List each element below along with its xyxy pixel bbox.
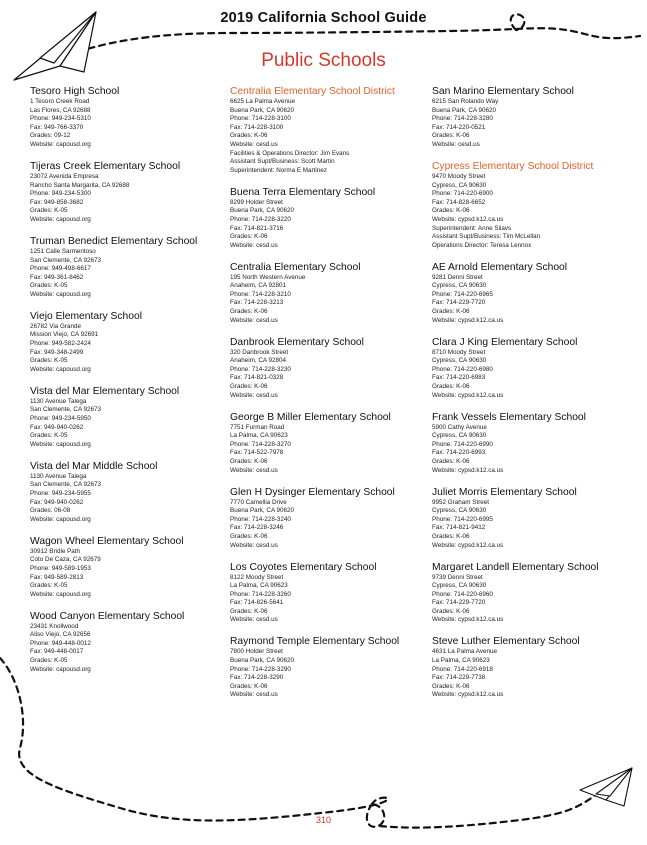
school-detail-line: 23431 Knollwood: [30, 622, 79, 630]
school-detail-line: 6625 La Palma Avenue: [230, 98, 296, 105]
school-entry: [30, 460, 230, 525]
school-detail-line: Website: cesd.us: [230, 541, 278, 549]
school-name: San Marino Elementary School: [432, 86, 574, 97]
school-detail-line: Superintendent: Norma E Martinez: [230, 166, 327, 174]
school-detail-line: Cypress, CA 90630: [432, 507, 487, 515]
column-3: [432, 85, 632, 710]
school-detail-line: La Palma, CA 90623: [432, 657, 490, 665]
school-name: Raymond Temple Elementary School: [230, 636, 400, 648]
school-detail-line: Fax: 949-858-3682: [30, 198, 84, 206]
school-name: AE Arnold Elementary School: [432, 261, 568, 273]
school-name: Tesoro High School: [30, 86, 120, 97]
school-detail-line: 5900 Cathy Avenue: [432, 423, 487, 431]
school-detail-line: Website: cesd.us: [432, 140, 480, 148]
school-detail-line: 1251 Calle Sarmentoso: [30, 247, 96, 255]
school-name: Viejo Elementary School: [30, 310, 142, 322]
school-detail-line: Cypress, CA 90630: [432, 282, 487, 290]
school-detail-line: Phone: 949-498-6617: [30, 265, 91, 273]
school-detail-line: Phone: 714-220-6965: [432, 290, 493, 298]
school-detail-line: Cypress, CA 90630: [432, 582, 487, 590]
school-name: Buena Terra Elementary School: [230, 186, 376, 198]
school-detail-line: Rancho Santa Margarita, CA 92688: [30, 181, 130, 189]
top-dashed-path: [78, 28, 640, 52]
school-entry: [30, 235, 230, 300]
school-entry: [30, 535, 230, 600]
school-detail-line: 4631 La Palma Avenue: [432, 648, 498, 656]
school-entry: [30, 85, 230, 150]
school-detail-line: San Clemente, CA 92673: [30, 406, 102, 414]
school-detail-line: Superintendent: Anne Silavs: [432, 224, 512, 232]
school-detail-line: Phone: 714-220-6995: [432, 515, 493, 523]
school-detail-line: Website: cypsd.k12.ca.us: [432, 215, 504, 223]
school-name: Centralia Elementary School: [230, 261, 361, 273]
district-name: Cypress Elementary School District: [432, 160, 594, 172]
school-detail-line: Phone: 714-228-3230: [230, 365, 291, 373]
school-detail-line: Grades: K-06: [230, 682, 268, 690]
school-detail-line: Grades: K-06: [230, 383, 268, 391]
school-name: Margaret Landell Elementary School: [432, 561, 599, 573]
school-detail-line: Buena Park, CA 90620: [230, 106, 295, 114]
school-entry: [230, 186, 430, 251]
school-detail-line: Fax: 714-229-7738: [432, 674, 486, 682]
school-detail-line: Website: capousd.org: [30, 440, 91, 448]
school-entry: [432, 561, 632, 626]
school-entry: [30, 610, 230, 675]
school-name: Wagon Wheel Elementary School: [30, 535, 184, 547]
school-detail-line: Phone: 714-228-3240: [230, 515, 291, 523]
school-detail-line: Las Flores, CA 92688: [30, 106, 91, 114]
school-detail-line: Fax: 714-220-6983: [432, 374, 486, 382]
school-detail-line: Grades: K-06: [230, 132, 268, 140]
school-detail-line: Cypress, CA 90630: [432, 181, 487, 189]
school-detail-line: Fax: 714-826-5641: [230, 599, 284, 607]
school-name: George B Miller Elementary School: [230, 411, 391, 423]
school-detail-line: 9470 Moody Street: [432, 172, 486, 180]
school-detail-line: 30912 Bridle Path: [30, 547, 81, 555]
school-detail-line: 195 North Western Avenue: [230, 273, 306, 281]
school-detail-line: 7800 Holder Street: [230, 648, 283, 656]
school-detail-line: Fax: 714-821-0328: [230, 374, 284, 382]
school-entry: [432, 85, 632, 150]
school-entry: [30, 385, 230, 450]
school-detail-line: Facilities & Operations Director: Jim Evans: [230, 149, 350, 157]
school-name: Tijeras Creek Elementary School: [30, 160, 181, 172]
school-detail-line: Grades: K-06: [432, 607, 470, 615]
school-detail-line: Phone: 714-228-3270: [230, 440, 291, 448]
school-detail-line: Website: cypsd.k12.ca.us: [432, 691, 504, 699]
school-detail-line: Phone: 714-220-6900: [432, 190, 493, 198]
column-2: [230, 85, 430, 710]
school-detail-line: Cypress, CA 90630: [432, 432, 487, 440]
school-detail-line: Fax: 714-821-3716: [230, 224, 284, 232]
school-detail-line: Grades: K-06: [432, 383, 470, 391]
school-detail-line: La Palma, CA 90623: [230, 432, 288, 440]
school-name: Danbrook Elementary School: [230, 336, 364, 348]
school-detail-line: Grades: K-06: [432, 207, 470, 215]
school-detail-line: Fax: 714-228-3100: [230, 123, 284, 131]
school-detail-line: Phone: 714-228-3260: [230, 590, 291, 598]
school-detail-line: Aliso Viejo, CA 92656: [30, 631, 91, 639]
district-entry: [432, 160, 632, 250]
school-name: Los Coyotes Elementary School: [230, 561, 377, 573]
school-detail-line: Phone: 714-220-6990: [432, 440, 493, 448]
school-name: Vista del Mar Elementary School: [30, 385, 180, 397]
school-detail-line: Fax: 714-229-7720: [432, 299, 486, 307]
school-detail-line: Website: cypsd.k12.ca.us: [432, 316, 504, 324]
school-detail-line: Phone: 714-228-3290: [230, 665, 291, 673]
school-detail-line: 7751 Furman Road: [230, 423, 285, 431]
school-detail-line: 9281 Denni Street: [432, 273, 483, 281]
school-detail-line: 1130 Avenue Talega: [30, 397, 87, 405]
school-detail-line: San Clemente, CA 92673: [30, 481, 102, 489]
school-detail-line: Website: capousd.org: [30, 140, 91, 148]
school-detail-line: 8710 Moody Street: [432, 348, 486, 356]
school-detail-line: Fax: 949-589-2813: [30, 573, 84, 581]
section-title: Public Schools: [261, 50, 386, 71]
school-detail-line: Phone: 949-234-5310: [30, 115, 91, 123]
school-detail-line: Phone: 949-589-1953: [30, 564, 91, 572]
school-detail-line: Phone: 714-228-3220: [230, 215, 291, 223]
school-detail-line: Website: cypsd.k12.ca.us: [432, 466, 504, 474]
school-detail-line: Anaheim, CA 92804: [230, 357, 287, 365]
school-entry: [230, 635, 430, 700]
school-detail-line: Grades: K-05: [30, 582, 68, 590]
school-detail-line: 9952 Graham Street: [432, 498, 490, 506]
school-detail-line: Fax: 714-220-0521: [432, 123, 486, 131]
school-detail-line: Fax: 949-348-2499: [30, 348, 84, 356]
school-entry: [230, 411, 430, 476]
school-entry: [432, 486, 632, 551]
school-detail-line: Website: cesd.us: [230, 241, 278, 249]
school-detail-line: Grades: K-06: [432, 457, 470, 465]
school-detail-line: 23072 Avenida Empresa: [30, 172, 99, 180]
page-number: 310: [315, 815, 332, 825]
school-detail-line: Phone: 949-234-5955: [30, 489, 91, 497]
school-detail-line: Phone: 714-228-3280: [432, 115, 493, 123]
school-detail-line: 1 Tesoro Creek Road: [30, 98, 90, 105]
school-detail-line: Fax: 714-220-6993: [432, 449, 486, 457]
school-detail-line: 7770 Camellia Drive: [230, 498, 287, 506]
school-detail-line: Grades: K-05: [30, 432, 68, 440]
school-detail-line: Fax: 714-229-7720: [432, 599, 486, 607]
school-detail-line: Buena Park, CA 90620: [230, 657, 295, 665]
school-entry: [230, 261, 430, 326]
school-detail-line: Fax: 714-522-7978: [230, 449, 284, 457]
school-detail-line: Phone: 714-220-6980: [432, 365, 493, 373]
school-entry: [230, 486, 430, 551]
school-name: Glen H Dysinger Elementary School: [230, 486, 395, 498]
school-detail-line: Grades: K-06: [230, 457, 268, 465]
school-detail-line: Fax: 714-228-3213: [230, 299, 284, 307]
school-detail-line: Website: capousd.org: [30, 365, 91, 373]
school-detail-line: Grades: K-06: [230, 233, 268, 241]
school-detail-line: 8122 Moody Street: [230, 573, 284, 581]
school-detail-line: Phone: 714-228-3100: [230, 115, 291, 123]
school-detail-line: Assistant Supt/Business: Tim McLellan: [432, 233, 541, 241]
school-detail-line: 1130 Avenue Talega: [30, 472, 87, 480]
school-detail-line: Website: cypsd.k12.ca.us: [432, 616, 504, 624]
school-detail-line: Grades: K-06: [230, 607, 268, 615]
guide-title: 2019 California School Guide: [220, 10, 427, 26]
school-detail-line: Phone: 714-228-3210: [230, 290, 291, 298]
school-detail-line: Grades: K-06: [230, 308, 268, 316]
school-detail-line: San Clemente, CA 92673: [30, 256, 102, 264]
district-name: Centralia Elementary School District: [230, 86, 395, 97]
school-name: Clara J King Elementary School: [432, 336, 578, 348]
school-detail-line: Phone: 714-220-6960: [432, 590, 493, 598]
school-detail-line: Phone: 949-234-5300: [30, 190, 91, 198]
school-detail-line: Grades: K-06: [432, 682, 470, 690]
school-detail-line: Cypress, CA 90630: [432, 357, 487, 365]
school-detail-line: Mission Viejo, CA 92691: [30, 331, 99, 339]
school-detail-line: Grades: K-05: [30, 282, 68, 290]
school-detail-line: Website: capousd.org: [30, 290, 91, 298]
school-entry: [432, 635, 632, 700]
school-detail-line: Phone: 714-220-6918: [432, 665, 493, 673]
school-detail-line: Operations Director: Teresa Lennox: [432, 241, 532, 249]
school-detail-line: Website: cypsd.k12.ca.us: [432, 541, 504, 549]
school-detail-line: Fax: 949-940-0262: [30, 423, 84, 431]
district-entry: [230, 85, 430, 175]
school-name: Steve Luther Elementary School: [432, 636, 580, 648]
school-entry: [30, 310, 230, 375]
school-detail-line: Assistant Supt/Business: Scott Martin: [230, 158, 335, 166]
school-detail-line: Grades: K-05: [30, 657, 68, 665]
school-detail-line: Fax: 714-228-3246: [230, 524, 284, 532]
school-detail-line: Website: cesd.us: [230, 391, 278, 399]
school-detail-line: Buena Park, CA 90620: [230, 507, 295, 515]
school-name: Truman Benedict Elementary School: [30, 235, 198, 247]
school-entry: [432, 411, 632, 476]
school-entry: [432, 261, 632, 326]
school-detail-line: Fax: 714-828-6652: [432, 198, 486, 206]
school-detail-line: Website: cesd.us: [230, 466, 278, 474]
school-detail-line: Website: cypsd.k12.ca.us: [432, 391, 504, 399]
school-detail-line: Website: capousd.org: [30, 590, 91, 598]
school-detail-line: Website: cesd.us: [230, 140, 278, 148]
school-detail-line: Fax: 949-448-0017: [30, 648, 84, 656]
school-detail-line: Coto De Caza, CA 92679: [30, 556, 101, 564]
school-detail-line: Grades: 06-08: [30, 507, 71, 515]
school-name: Frank Vessels Elementary School: [432, 411, 586, 423]
school-detail-line: Buena Park, CA 90620: [432, 106, 497, 114]
school-name: Vista del Mar Middle School: [30, 460, 158, 472]
school-detail-line: Website: capousd.org: [30, 515, 91, 523]
school-detail-line: 26782 Via Grande: [30, 322, 81, 330]
school-detail-line: Fax: 714-821-9412: [432, 524, 486, 532]
school-detail-line: Phone: 949-448-0012: [30, 639, 91, 647]
school-detail-line: Phone: 949-582-2424: [30, 340, 91, 348]
school-detail-line: Buena Park, CA 90620: [230, 207, 295, 215]
school-detail-line: Fax: 949-766-3370: [30, 123, 84, 131]
school-detail-line: Fax: 949-361-8462: [30, 273, 84, 281]
school-detail-line: Grades: K-06: [432, 308, 470, 316]
school-entry: [230, 561, 430, 626]
school-detail-line: Website: cesd.us: [230, 691, 278, 699]
school-detail-line: 320 Danbrook Street: [230, 348, 289, 356]
school-detail-line: Grades: 09-12: [30, 132, 71, 140]
school-detail-line: La Palma, CA 90623: [230, 582, 288, 590]
school-name: Juliet Morris Elementary School: [432, 486, 577, 498]
school-detail-line: Fax: 714-228-3290: [230, 674, 284, 682]
school-entry: [230, 336, 430, 401]
school-entry: [30, 160, 230, 225]
school-detail-line: 9739 Denni Street: [432, 573, 483, 581]
school-entry: [432, 336, 632, 401]
school-detail-line: Website: capousd.org: [30, 215, 91, 223]
school-name: Wood Canyon Elementary School: [30, 610, 185, 622]
school-detail-line: Grades: K-05: [30, 357, 68, 365]
school-detail-line: Website: cesd.us: [230, 316, 278, 324]
column-1: [30, 85, 230, 685]
school-detail-line: Grades: K-06: [432, 132, 470, 140]
school-detail-line: 8299 Holder Street: [230, 198, 283, 206]
school-detail-line: Grades: K-06: [432, 532, 470, 540]
school-detail-line: Phone: 949-234-5950: [30, 415, 91, 422]
school-detail-line: Fax: 949-940-0262: [30, 498, 84, 506]
school-detail-line: Grades: K-06: [230, 532, 268, 540]
school-detail-line: Grades: K-05: [30, 207, 68, 215]
school-detail-line: Website: cesd.us: [230, 616, 278, 624]
school-detail-line: Anaheim, CA 92801: [230, 282, 287, 290]
school-detail-line: Website: capousd.org: [30, 665, 91, 673]
school-detail-line: 6215 San Rolando Way: [432, 98, 499, 105]
